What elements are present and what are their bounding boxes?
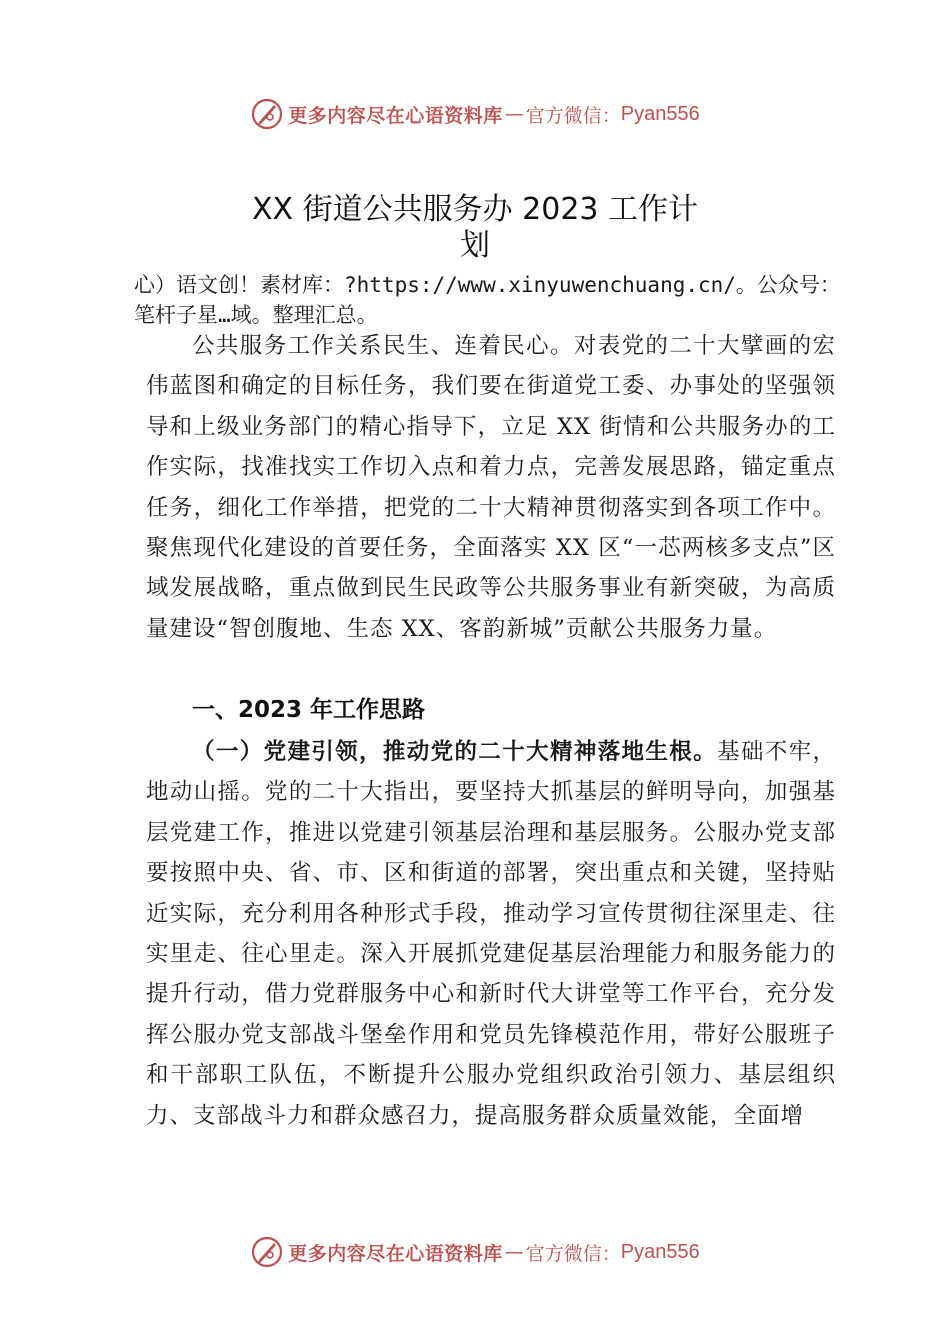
header-banner <box>0 94 950 134</box>
banner-brand-text: 更多内容尽在心语资料库 <box>288 1242 503 1265</box>
section-heading: 一、2023 年工作思路 <box>192 697 426 723</box>
subsection-lead: （一）党建引领，推动党的二十大精神落地生根。 <box>192 739 718 765</box>
document-title <box>0 188 950 268</box>
subsection-body: 基础不牢，地动山摇。党的二十大指出，要坚持大抓基层的鲜明导向，加强基层党建工作，推进以党建引领基层治理和基层服务。公服办党支部要按照中央、省、市、区和街道的部署，突出重点和关键，坚持贴近实际，充分利用各种形式手段，推动学习宣传贯彻往深里走、往实里走、往心里走。深入开展抓党建促基层治理能力和服务能力的提升行动，借力党群服务中心和新时代大讲堂等工作平台，充分发挥公服办党支部战斗堡垒作用和党员先锋模范作用，带好公服班子和干部职工队伍，不断提升公服办党组织政治引领力、基层组织力、支部战斗力和群众感召力，提高服务群众质量效能，全面增 <box>146 739 836 1129</box>
subsection-paragraph <box>146 732 836 1136</box>
banner-wechat-label: 官方微信： <box>525 104 621 127</box>
quill-seal-icon <box>250 1235 284 1269</box>
footer-banner <box>0 1232 950 1272</box>
banner-wechat-id: Pyan556 <box>620 1240 700 1263</box>
banner-wechat-id: Pyan556 <box>620 102 700 125</box>
intro-paragraph: 公共服务工作关系民生、连着民心。对表党的二十大擘画的宏伟蓝图和确定的目标任务，我们要在街道党工委、办事处的坚强领导和上级业务部门的精心指导下，立足 XX 街情和公共服务办的工作实际，找准找实工作切入点和着力点，完善发展思路，锚定重点任务，细化工作举措，把党的二十大精神贯彻落实到各项工作中。聚焦现代化建设的首要任务，全面落实 XX 区“一芯两核多支点”区域发展战略，重点做到民生民政等公共服务事业有新突破，为高质量建设“智创腹地、生态 XX、客韵新城”贡献公共服务力量。 <box>146 333 836 642</box>
document-title-line1: XX 街道公共服务办 2023 工作计 <box>251 192 699 227</box>
banner-dash: — <box>504 103 524 125</box>
quill-seal-icon <box>250 97 284 131</box>
source-note: 心）语文创！素材库：?https://www.xinyuwenchuang.cn/。公众号：笔杆子星…域。整理汇总。 <box>134 273 841 327</box>
document-title-line2: 划 <box>460 228 490 263</box>
banner-brand-text: 更多内容尽在心语资料库 <box>288 104 503 127</box>
banner-dash: — <box>504 1241 524 1263</box>
banner-wechat-label: 官方微信： <box>525 1242 621 1265</box>
